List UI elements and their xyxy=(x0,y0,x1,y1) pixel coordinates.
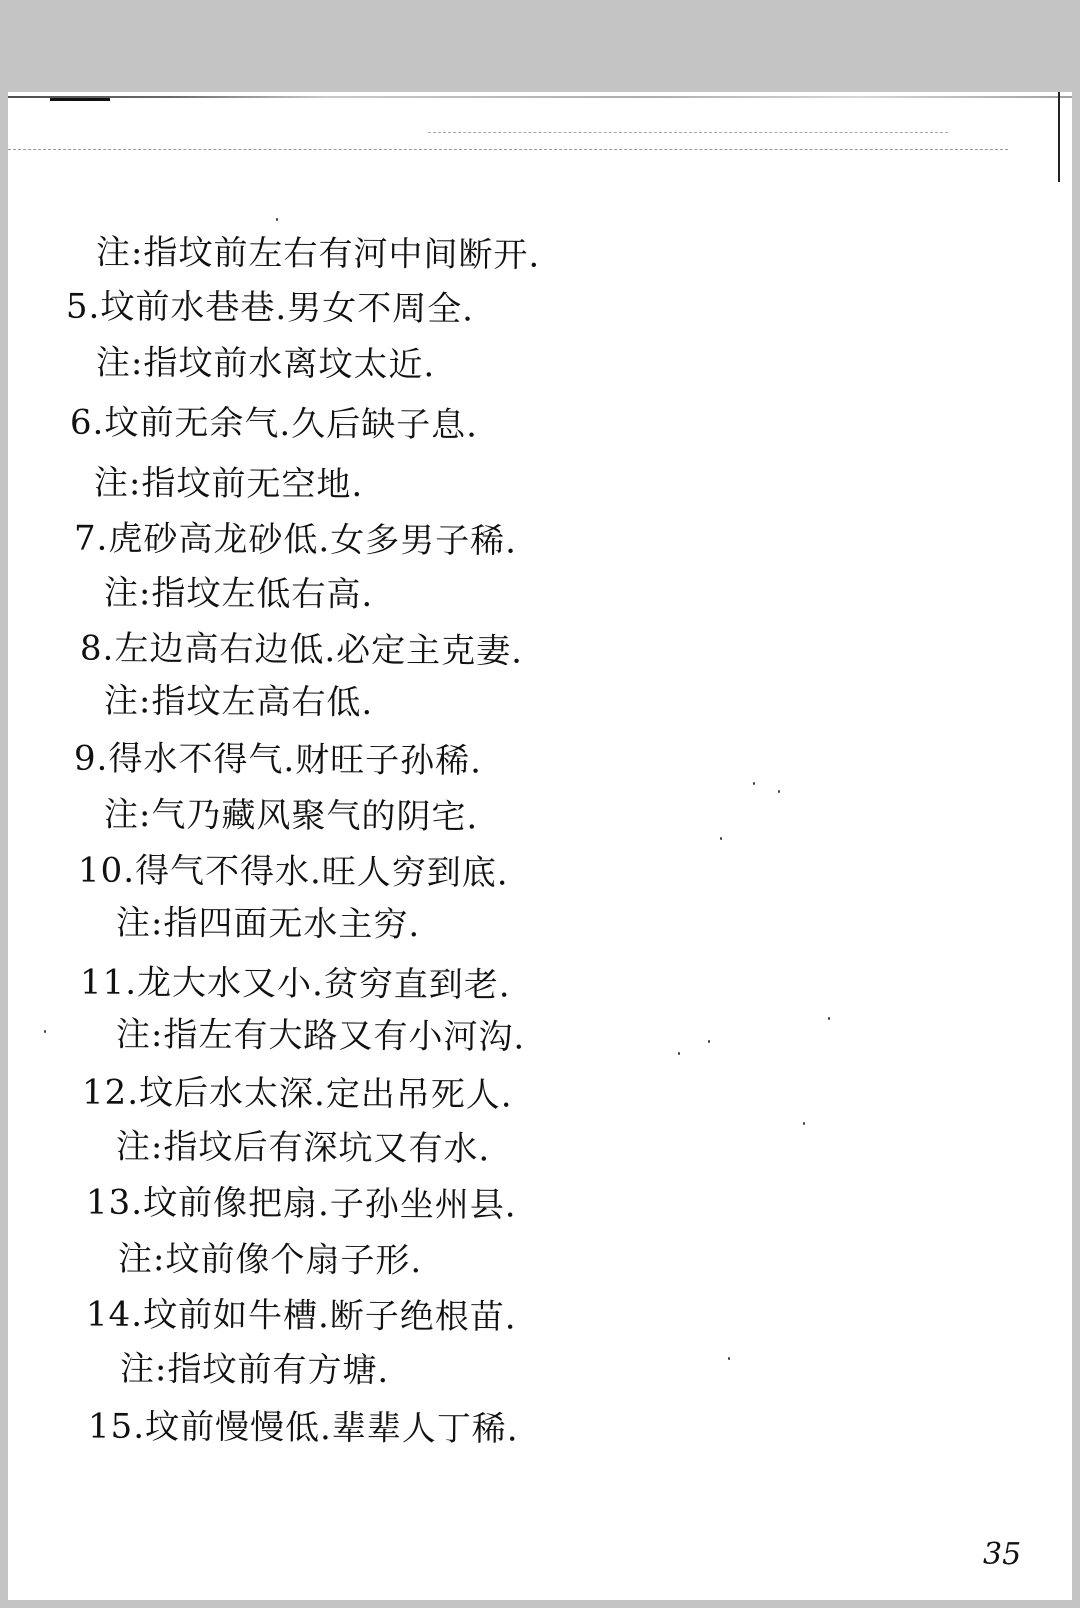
text-line: 注:指坟后有深坑又有水. xyxy=(115,1126,491,1170)
document-page xyxy=(8,92,1072,1600)
text-line: 注:指坟前无空地. xyxy=(93,463,364,505)
scan-speck xyxy=(728,1357,730,1360)
text-line: 注:指坟左高右低. xyxy=(103,681,374,723)
text-line: 注:气乃藏风聚气的阴宅. xyxy=(103,794,479,838)
scan-speck xyxy=(753,782,755,785)
text-line: 10.得气不得水.旺人穷到底. xyxy=(77,850,509,894)
page-number: 35 xyxy=(983,1537,1022,1572)
text-line: 15.坟前慢慢低.辈辈人丁稀. xyxy=(87,1406,519,1450)
scan-speck xyxy=(828,1017,830,1020)
text-line: 注:指四面无水主穷. xyxy=(115,902,421,946)
scan-speck xyxy=(720,837,722,840)
scan-speck xyxy=(44,1030,46,1033)
scan-speck xyxy=(708,1040,710,1043)
text-line: 5.坟前水巷巷.男女不周全. xyxy=(65,286,475,330)
text-line: 注:指坟前有方塘. xyxy=(119,1349,390,1391)
text-line: 8.左边高右边低.必定主克妻. xyxy=(79,628,524,672)
scan-speck xyxy=(276,218,278,221)
text-line: 9.得水不得气.财旺子孙稀. xyxy=(73,738,483,782)
text-line: 14.坟前如牛槽.断子绝根苗. xyxy=(85,1294,517,1338)
scan-speck xyxy=(678,1052,680,1055)
text-line: 6.坟前无余气.久后缺子息. xyxy=(69,402,479,446)
text-line: 7.虎砂高龙砂低.女多男子稀. xyxy=(73,518,518,562)
text-line: 13.坟前像把扇.子孙坐州县. xyxy=(85,1182,517,1226)
text-line: 12.坟后水太深.定出吊死人. xyxy=(81,1072,513,1116)
scan-speck xyxy=(803,1122,805,1125)
text-line: 注:指坟前左右有河中间断开. xyxy=(95,232,541,276)
text-line: 注:指坟前水离坟太近. xyxy=(95,342,436,386)
text-line: 注:指坟左低右高. xyxy=(103,573,374,615)
handwritten-text-block xyxy=(8,92,1072,1600)
text-line: 注:坟前像个扇子形. xyxy=(117,1238,423,1282)
scan-speck xyxy=(778,790,780,793)
text-line: 注:指左有大路又有小河沟. xyxy=(115,1014,526,1058)
text-line: 11.龙大水又小.贫穷直到老. xyxy=(79,962,511,1006)
